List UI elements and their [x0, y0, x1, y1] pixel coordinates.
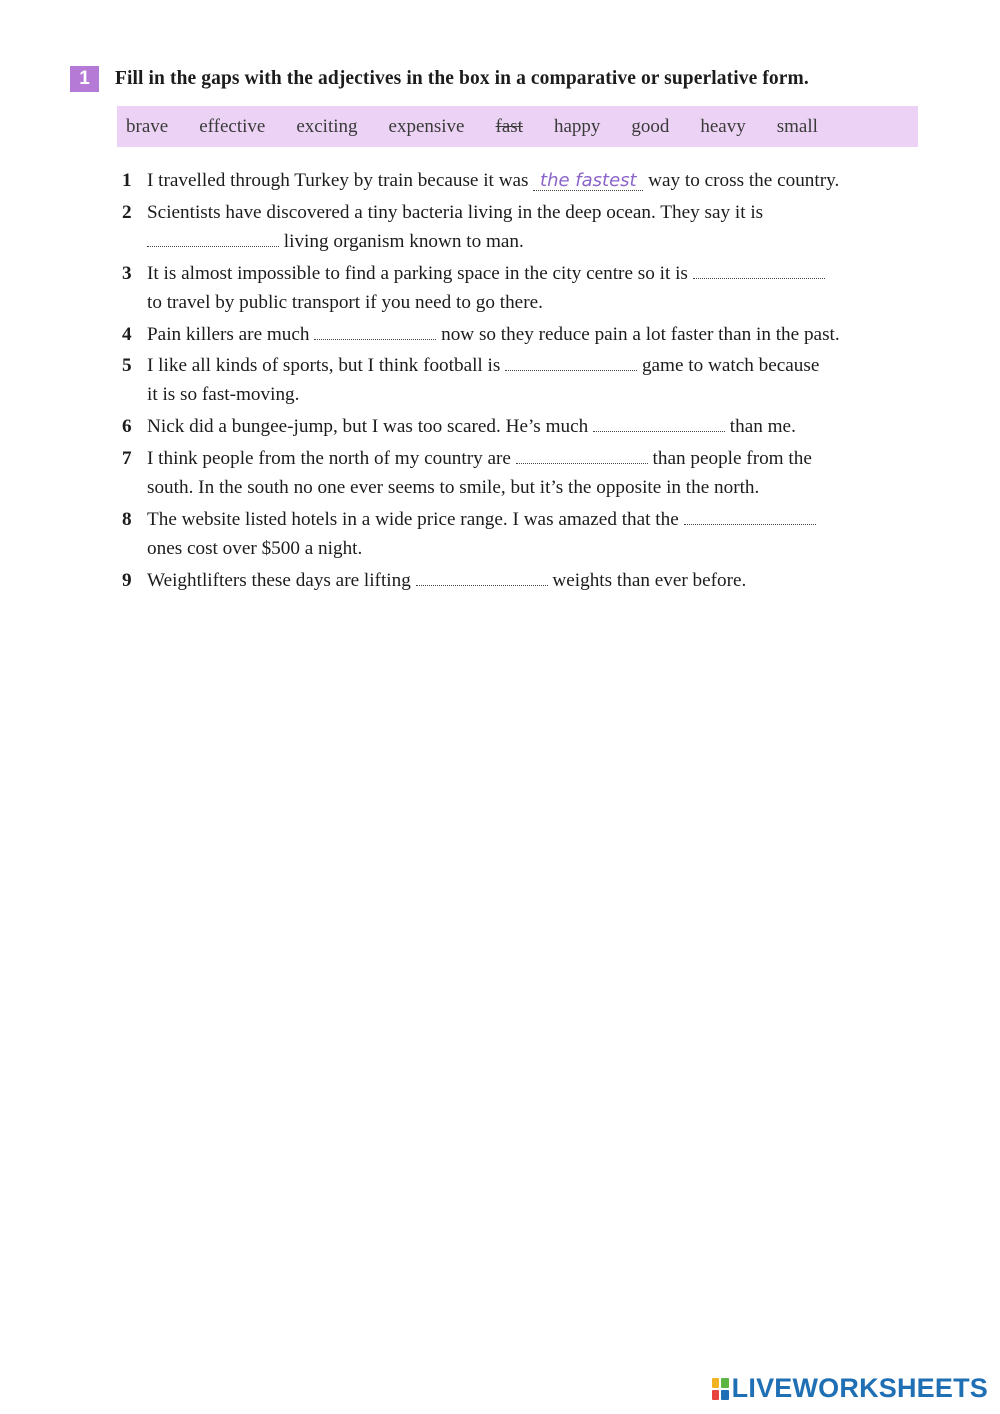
question-number: 5: [122, 355, 132, 376]
question-text: now so they reduce pain a lot faster than in the past.: [441, 324, 840, 345]
word-small: small: [776, 115, 818, 137]
question-text: weights than ever before.: [552, 570, 747, 591]
question-text: south. In the south no one ever seems to smile, but it’s the opposite in the north.: [147, 477, 760, 498]
question-text: way to cross the country.: [648, 170, 840, 191]
word-fast-struck: fast: [495, 115, 523, 137]
question-number: 9: [122, 570, 132, 591]
answer-field-3[interactable]: [693, 261, 825, 279]
question-number: 6: [122, 416, 132, 437]
question-6: [122, 412, 796, 442]
question-8-continued: [147, 534, 362, 564]
question-text: it is so fast-moving.: [147, 384, 300, 405]
question-number: 8: [122, 509, 132, 530]
question-number: 3: [122, 263, 132, 284]
exercise-number-badge: 1: [70, 66, 99, 92]
logo-text: LIVEWORKSHEETS: [731, 1373, 988, 1403]
answer-field-2[interactable]: [147, 229, 279, 247]
question-8: [122, 505, 816, 535]
answer-field-6[interactable]: [593, 414, 725, 432]
answer-field-5[interactable]: [505, 353, 637, 371]
word-heavy: heavy: [700, 115, 746, 137]
question-text: It is almost impossible to find a parking space in the city centre so it is: [147, 263, 688, 284]
question-5-continued: [147, 380, 299, 410]
question-number: 2: [122, 202, 132, 223]
question-text: I travelled through Turkey by train because it was: [147, 170, 529, 191]
exercise-instruction: Fill in the gaps with the adjectives in the box in a comparative or superlative form.: [115, 68, 809, 89]
question-text: living organism known to man.: [283, 231, 524, 252]
liveworksheets-logo-icon: [712, 1378, 729, 1400]
question-5: [122, 351, 819, 381]
question-text: I like all kinds of sports, but I think football is: [147, 355, 501, 376]
question-text: The website listed hotels in a wide price range. I was amazed that the: [147, 509, 679, 530]
question-text: to travel by public transport if you need to go there.: [147, 292, 543, 313]
question-3-continued: [147, 288, 543, 318]
exercise-header: [70, 66, 809, 92]
answer-field-8[interactable]: [684, 507, 816, 525]
question-text: I think people from the north of my country are: [147, 448, 511, 469]
question-text: Pain killers are much: [147, 324, 310, 345]
question-text: Scientists have discovered a tiny bacteria living in the deep ocean. They say it is: [147, 202, 764, 223]
word-good: good: [631, 115, 670, 137]
question-number: 4: [122, 324, 132, 345]
question-9: [122, 566, 746, 596]
question-text: Weightlifters these days are lifting: [147, 570, 411, 591]
question-4: [122, 320, 840, 350]
question-text: Nick did a bungee-jump, but I was too scared. He’s much: [147, 416, 589, 437]
word-box: [117, 106, 918, 147]
answer-field-4[interactable]: [314, 322, 436, 340]
question-2-continued: [147, 227, 524, 257]
word-brave: brave: [126, 115, 169, 137]
question-7-continued: [147, 473, 759, 503]
word-exciting: exciting: [296, 115, 358, 137]
answer-field-9[interactable]: [416, 568, 548, 586]
question-1: [122, 166, 839, 196]
answer-field-7[interactable]: [516, 446, 648, 464]
word-expensive: expensive: [388, 115, 465, 137]
answer-field-1[interactable]: the fastest: [533, 172, 643, 191]
question-3: [122, 259, 825, 289]
question-7: [122, 444, 812, 474]
question-number: 1: [122, 170, 132, 191]
question-2: [122, 198, 763, 228]
question-text: than me.: [729, 416, 796, 437]
liveworksheets-logo: [712, 1373, 988, 1404]
word-effective: effective: [199, 115, 266, 137]
question-text: ones cost over $500 a night.: [147, 538, 363, 559]
question-text: game to watch because: [641, 355, 820, 376]
word-happy: happy: [553, 115, 601, 137]
question-text: than people from the: [652, 448, 812, 469]
question-number: 7: [122, 448, 132, 469]
